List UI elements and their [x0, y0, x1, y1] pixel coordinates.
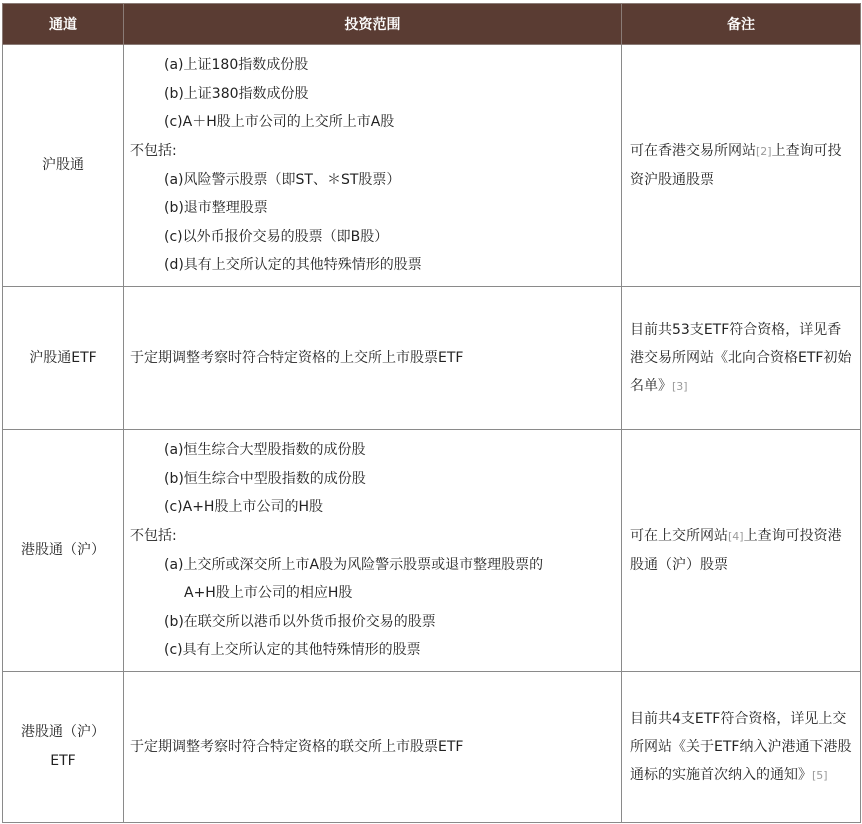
note-text: 可在香港交易所网站	[630, 143, 756, 159]
scope-exclude-item: (a)上交所或深交所上市A股为风险警示股票或退市整理股票的	[164, 556, 544, 573]
channel-cell: 沪股通	[3, 45, 124, 287]
scope-exclude-item: (d)具有上交所认定的其他特殊情形的股票	[164, 257, 422, 274]
channel-line: 港股通（沪）	[21, 724, 105, 741]
reference-link[interactable]: [2]	[756, 145, 772, 158]
header-scope: 投资范围	[124, 4, 622, 45]
note-cell	[622, 672, 861, 823]
scope-cell	[124, 45, 622, 287]
note-text: 上查询可投资港股通（沪）股票	[630, 528, 842, 573]
scope-exclude-item: (a)风险警示股票（即ST、＊ST股票）	[164, 171, 401, 188]
note-cell	[622, 430, 861, 672]
scope-exclude-item: (b)退市整理股票	[164, 200, 268, 217]
note-cell	[622, 45, 861, 287]
channel-cell: 港股通（沪）	[3, 430, 124, 672]
table-row	[3, 287, 861, 430]
header-channel: 通道	[3, 4, 124, 45]
reference-link[interactable]: [3]	[672, 379, 688, 393]
table-row	[3, 430, 861, 672]
scope-exclude-label: 不包括:	[130, 142, 177, 159]
table-row	[3, 672, 861, 823]
note-text: 目前共53支ETF符合资格，详见香港交易所网站《北向合资格ETF初始名单》	[630, 321, 852, 394]
scope-include-item: (b)恒生综合中型股指数的成份股	[164, 470, 366, 487]
scope-include-item: (b)上证380指数成份股	[164, 85, 309, 102]
scope-exclude-item: (c)具有上交所认定的其他特殊情形的股票	[164, 642, 421, 659]
header-row	[3, 4, 861, 45]
table-row	[3, 45, 861, 287]
reference-link[interactable]: [4]	[728, 530, 744, 543]
stock-connect-table	[2, 3, 861, 823]
scope-include-item: (a)恒生综合大型股指数的成份股	[164, 442, 366, 459]
scope-cell: 于定期调整考察时符合特定资格的上交所上市股票ETF	[124, 287, 622, 430]
channel-cell	[3, 672, 124, 823]
scope-exclude-label: 不包括:	[130, 527, 177, 544]
note-text: 上查询可投资沪股通股票	[630, 143, 842, 188]
channel-cell: 沪股通ETF	[3, 287, 124, 430]
channel-line: ETF	[50, 753, 76, 769]
scope-exclude-item-continued: A+H股上市公司的相应H股	[184, 585, 353, 602]
note-cell	[622, 287, 861, 430]
scope-cell	[124, 430, 622, 672]
reference-link[interactable]: [5]	[812, 768, 828, 782]
scope-include-item: (a)上证180指数成份股	[164, 57, 309, 74]
header-note: 备注	[622, 4, 861, 45]
note-text: 可在上交所网站	[630, 528, 728, 544]
scope-include-item: (c)A＋H股上市公司的上交所上市A股	[164, 114, 395, 131]
scope-exclude-item: (b)在联交所以港币以外货币报价交易的股票	[164, 613, 436, 630]
note-text: 目前共4支ETF符合资格，详见上交所网站《关于ETF纳入沪港通下港股通标的实施首次纳入的通知》	[630, 710, 852, 783]
scope-cell: 于定期调整考察时符合特定资格的联交所上市股票ETF	[124, 672, 622, 823]
scope-include-item: (c)A+H股上市公司的H股	[164, 499, 323, 516]
scope-exclude-item: (c)以外币报价交易的股票（即B股）	[164, 228, 389, 245]
